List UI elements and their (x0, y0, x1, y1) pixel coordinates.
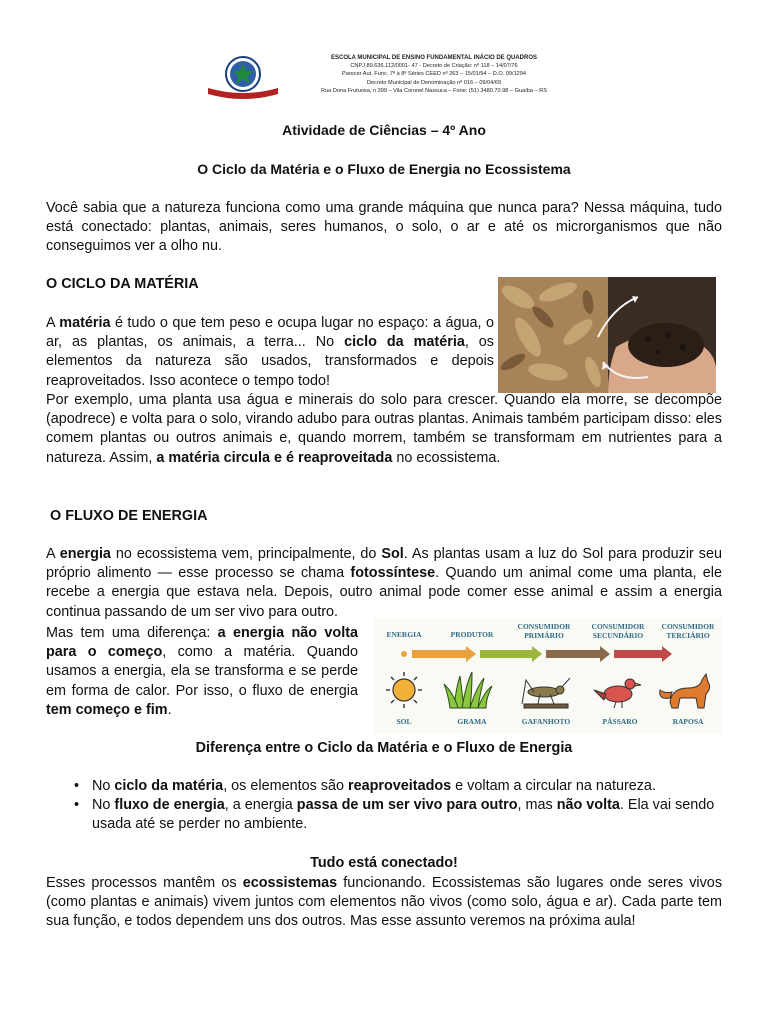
chain-bottom-label: RAPOSA (672, 717, 704, 726)
bold-term: a matéria circula e é reaproveitada (156, 449, 393, 466)
food-chain-image (374, 618, 722, 734)
label-line: CONSUMIDOR (591, 622, 645, 631)
text-span: , mas (517, 797, 557, 814)
list-item (74, 796, 722, 834)
section-heading-fluxo: O FLUXO DE ENERGIA (50, 508, 208, 524)
bold-term: passa de um ser vivo para outro (296, 797, 518, 814)
arrow-icon (480, 646, 542, 662)
chain-bottom-label: GRAMA (457, 717, 487, 726)
arrow-icon (546, 646, 610, 662)
bullet-icon: • (74, 778, 80, 794)
chain-dot (401, 651, 407, 657)
bold-term: reaproveitados (347, 778, 452, 794)
label-line: CONSUMIDOR (517, 622, 571, 631)
text-span: . As plantas usam a luz do Sol para produzir seu próprio alimento — esse processo se chama (46, 546, 722, 582)
text-span: . Ela vai sendo usada até se perder no ambiente. (92, 797, 715, 833)
bold-term: fluxo de energia (114, 797, 225, 814)
chain-bottom-label: PÁSSARO (602, 717, 638, 726)
arrow-icon (412, 646, 476, 662)
conclusion-paragraph (46, 874, 722, 932)
text-span: A (46, 315, 60, 331)
text-span: , os elementos são (223, 778, 348, 794)
school-header (206, 44, 566, 108)
chain-top-label: PRODUTOR (450, 630, 494, 639)
chain-top-label (662, 622, 716, 640)
bold-term: ecossistemas (242, 875, 338, 891)
bold-term: tem começo e fim (46, 701, 168, 718)
fluxo-paragraph-2 (46, 624, 358, 720)
header-line: Decreto Municipal de Denominação nº 016 – 09/04/69 (366, 79, 502, 86)
chain-top-label (592, 622, 646, 640)
text-span: no ecossistema vem, principalmente, do (110, 546, 382, 562)
text-span: Por exemplo, uma planta usa água e minerais do solo para crescer. Quando ela morre, se decompõe (apodrece) e volta para o solo, virando adubo para outras plantas. Animais também participam disso: eles comem plantas ou outros animais e, quando morrem, também se transformam em nutrientes para a natureza. Assim, (46, 392, 722, 466)
chain-bottom-label: SOL (396, 717, 412, 726)
arrow-icon (614, 646, 672, 662)
text-span: A (46, 546, 60, 562)
text-span: . (167, 701, 172, 718)
bold-term: não volta (556, 797, 620, 814)
bold-term: energia (59, 546, 111, 562)
ciclo-paragraph-1 (46, 314, 494, 391)
text-span: Mas tem uma diferença: (46, 625, 218, 641)
text-span: No (92, 797, 115, 814)
text-span: no ecossistema. (392, 449, 501, 466)
label-line: CONSUMIDOR (661, 622, 715, 631)
food-chain-diagram (374, 618, 722, 734)
label-line: TERCIÁRIO (666, 631, 710, 640)
difference-list (74, 777, 722, 835)
fox-icon (660, 674, 710, 708)
soil-image-icon (498, 277, 716, 393)
fluxo-paragraph-1 (46, 545, 722, 622)
section-heading-ciclo: O CICLO DA MATÉRIA (46, 276, 199, 292)
bold-term: ciclo da matéria (114, 778, 224, 794)
chain-bottom-label: GAFANHOTO (521, 717, 571, 726)
ciclo-paragraph-2 (46, 391, 722, 468)
header-line: Parecer Aut. Func. 7ª à 8ª Séries CEED nº 263 – 15/01/94 – D.O. 09/1294 (341, 71, 527, 78)
label-line: SECUNDÁRIO (592, 631, 644, 640)
text-span: , como a matéria. Quando usamos a energia, ela se transforma e se perde em forma de calor. Por isso, o fluxo de energia (46, 644, 358, 699)
bird-icon (594, 679, 641, 708)
grasshopper-icon (522, 678, 570, 708)
bold-term: ciclo da matéria (344, 334, 465, 351)
header-line: Rua Dona Frutuosa, n 399 – Vila Coronel Nassuca – Fone: (51) 3480.70.98 – Guaíba – RS (321, 87, 547, 94)
sun-icon (386, 672, 422, 708)
soil-hands-image (498, 277, 716, 393)
text-span: Esses processos mantêm os (46, 875, 243, 891)
text-span: No (92, 778, 115, 794)
header-line: CNPJ 89.636.112/0001- 47 - Decreto de Criação: nº 118 – 14/07/76 (350, 63, 518, 70)
text-span: , os elementos da natureza são usados, transformados e depois reaproveitados. Isso acontece o tempo todo! (46, 334, 494, 389)
chain-top-label: ENERGIA (386, 630, 422, 639)
list-item (74, 777, 722, 796)
bold-term: a energia não volta para o começo (46, 625, 358, 661)
difference-title: Diferença entre o Ciclo da Matéria e o Fluxo de Energia (195, 740, 573, 756)
bold-term: Sol (381, 546, 404, 562)
text-span: e voltam a circular na natureza. (451, 778, 656, 794)
text-span: , a energia (224, 797, 297, 814)
text-span: funcionando. Ecossistemas são lugares onde seres vivos (como plantas e animais) vivem juntos com elementos não vivos (como solo, água e ar). Cada parte tem sua função, e todos dependem uns dos outros. Mas esse assunto veremos na próxima aula! (46, 875, 723, 930)
intro-paragraph: Você sabia que a natureza funciona como uma grande máquina que nunca para? Nessa máquina, tudo está conectado: plantas, animais, seres humanos, o solo, o ar e até os microrganismos que não conseguimos ver a olho nu. (46, 200, 722, 255)
text-span: é tudo o que tem peso e ocupa lugar no espaço: a água, o ar, as plantas, os animais, a terra... No (46, 315, 494, 351)
bullet-icon: • (74, 797, 80, 814)
header-text (302, 54, 566, 95)
text-span: . Quando um animal come uma planta, ele recebe a energia que estava nela. Depois, outro animal pode comer esse animal e assim a energia continua passando de um ser vivo para outro. (46, 565, 722, 620)
activity-title: Atividade de Ciências – 4º Ano (282, 122, 486, 138)
grass-icon (444, 672, 492, 708)
chain-top-label (518, 622, 572, 640)
bold-term: matéria (59, 315, 111, 331)
school-name: ESCOLA MUNICIPAL DE ENSINO FUNDAMENTAL INÁCIO DE QUADROS (330, 55, 537, 61)
school-logo-icon (206, 50, 280, 102)
conclusion-title: Tudo está conectado! (310, 855, 458, 871)
document-title: O Ciclo da Matéria e o Fluxo de Energia no Ecossistema (197, 161, 571, 177)
label-line: PRIMÁRIO (524, 631, 564, 640)
bold-term: fotossíntese (350, 565, 436, 582)
